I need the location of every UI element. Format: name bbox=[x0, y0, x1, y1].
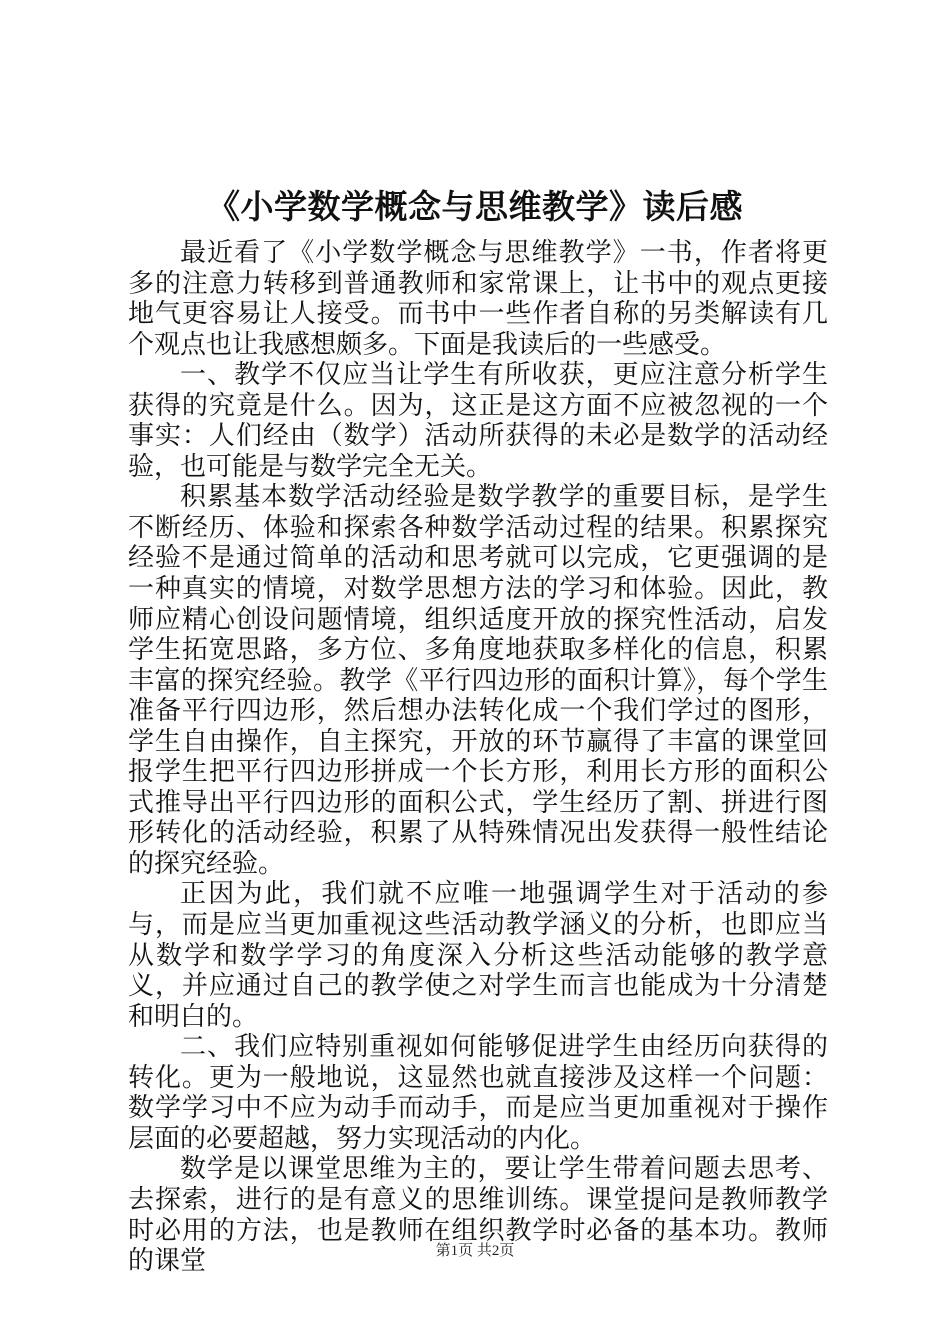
paragraph: 最近看了《小学数学概念与思维教学》一书，作者将更多的注意力转移到普通教师和家常课上，让书中的观点更接地气更容易让人接受。而书中一些作者自称的另类解读有几个观点也让我感想颇多。下面是我读后的一些感受。 bbox=[128, 238, 828, 360]
document-title: 《小学数学概念与思维教学》读后感 bbox=[207, 187, 743, 226]
document-body bbox=[128, 238, 828, 1277]
page-number-footer: 第1页 共2页 bbox=[435, 1243, 515, 1259]
paragraph: 数学是以课堂思维为主的，要让学生带着问题去思考、去探索，进行的是有意义的思维训练。课堂提问是教师教学时必用的方法，也是教师在组织教学时必备的基本功。教师的课堂 bbox=[128, 1154, 828, 1277]
paragraph: 正因为此，我们就不应唯一地强调学生对于活动的参与，而是应当更加重视这些活动教学涵义的分析，也即应当从数学和数学学习的角度深入分析这些活动能够的教学意义，并应通过自己的教学使之对学生而言也能成为十分清楚和明白的。 bbox=[128, 879, 828, 1032]
paragraph: 二、我们应特别重视如何能够促进学生由经历向获得的转化。更为一般地说，这显然也就直接涉及这样一个问题：数学学习中不应为动手而动手，而是应当更加重视对于操作层面的必要超越，努力实现活动的内化。 bbox=[128, 1032, 828, 1154]
paragraph: 一、教学不仅应当让学生有所收获，更应注意分析学生获得的究竟是什么。因为，这正是这方面不应被忽视的一个事实：人们经由（数学）活动所获得的未必是数学的活动经验，也可能是与数学完全无关。 bbox=[128, 360, 828, 482]
paragraph: 积累基本数学活动经验是数学教学的重要目标，是学生不断经历、体验和探索各种数学活动过程的结果。积累探究经验不是通过简单的活动和思考就可以完成，它更强调的是一种真实的情境，对数学思想方法的学习和体验。因此，教师应精心创设问题情境，组织适度开放的探究性活动，启发学生拓宽思路，多方位、多角度地获取多样化的信息，积累丰富的探究经验。教学《平行四边形的面积计算》，每个学生准备平行四边形，然后想办法转化成一个我们学过的图形，学生自由操作，自主探究，开放的环节赢得了丰富的课堂回报学生把平行四边形拼成一个长方形，利用长方形的面积公式推导出平行四边形的面积公式，学生经历了割、拼进行图形转化的活动经验，积累了从特殊情况出发获得一般性结论的探究经验。 bbox=[128, 482, 828, 879]
